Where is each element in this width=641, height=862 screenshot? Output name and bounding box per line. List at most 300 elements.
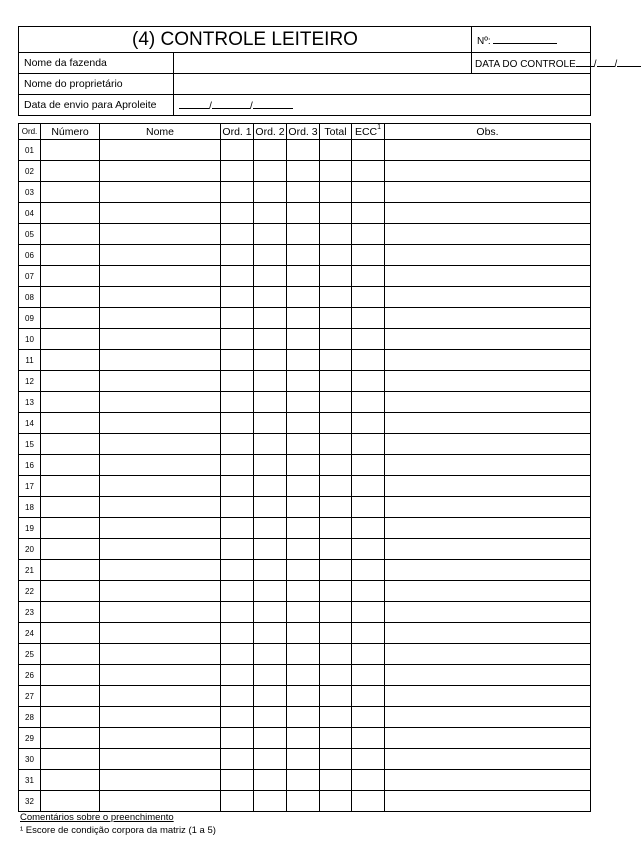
cell-ecc[interactable] — [352, 455, 385, 476]
cell-ord1[interactable] — [221, 581, 254, 602]
cell-nome[interactable] — [100, 728, 221, 749]
cell-ord3[interactable] — [287, 224, 320, 245]
cell-ecc[interactable] — [352, 665, 385, 686]
cell-nome[interactable] — [100, 665, 221, 686]
cell-ord2[interactable] — [254, 707, 287, 728]
cell-total[interactable] — [320, 329, 352, 350]
cell-ord3[interactable] — [287, 245, 320, 266]
cell-ord1[interactable] — [221, 623, 254, 644]
cell-ord2[interactable] — [254, 644, 287, 665]
cell-ord1[interactable] — [221, 266, 254, 287]
cell-nome[interactable] — [100, 371, 221, 392]
cell-total[interactable] — [320, 224, 352, 245]
cell-ord1[interactable] — [221, 329, 254, 350]
cell-obs[interactable] — [385, 770, 591, 791]
cell-ord1[interactable] — [221, 518, 254, 539]
cell-nome[interactable] — [100, 434, 221, 455]
cell-total[interactable] — [320, 308, 352, 329]
cell-nome[interactable] — [100, 182, 221, 203]
cell-numero[interactable] — [41, 644, 100, 665]
cell-total[interactable] — [320, 245, 352, 266]
cell-numero[interactable] — [41, 539, 100, 560]
ecc-label: ECC — [354, 125, 378, 138]
cell-ecc[interactable] — [352, 161, 385, 182]
form-number-field[interactable] — [472, 27, 591, 53]
cell-ord2[interactable] — [254, 518, 287, 539]
cell-ord2[interactable] — [254, 455, 287, 476]
cell-nome[interactable] — [100, 644, 221, 665]
cell-obs[interactable] — [385, 476, 591, 497]
cell-ecc[interactable] — [352, 623, 385, 644]
cell-obs[interactable] — [385, 308, 591, 329]
cell-nome[interactable] — [100, 161, 221, 182]
cell-nome[interactable] — [100, 686, 221, 707]
cell-obs[interactable] — [385, 329, 591, 350]
cell-obs[interactable] — [385, 644, 591, 665]
cell-obs[interactable] — [385, 665, 591, 686]
cell-numero[interactable] — [41, 686, 100, 707]
cell-ecc[interactable] — [352, 539, 385, 560]
cell-total[interactable] — [320, 140, 352, 161]
col-header-ord: Ord. — [19, 124, 41, 140]
cell-ord2[interactable] — [254, 770, 287, 791]
cell-ecc[interactable] — [352, 770, 385, 791]
cell-total[interactable] — [320, 749, 352, 770]
cell-numero[interactable] — [41, 707, 100, 728]
cell-obs[interactable] — [385, 602, 591, 623]
cell-ord1[interactable] — [221, 497, 254, 518]
cell-ord1[interactable] — [221, 140, 254, 161]
cell-ord1[interactable] — [221, 644, 254, 665]
cell-ord1[interactable] — [221, 161, 254, 182]
cell-nome[interactable] — [100, 350, 221, 371]
cell-nome[interactable] — [100, 392, 221, 413]
cell-total[interactable] — [320, 602, 352, 623]
cell-ecc[interactable] — [352, 434, 385, 455]
cell-ord1[interactable] — [221, 203, 254, 224]
cell-nome[interactable] — [100, 245, 221, 266]
cell-numero[interactable] — [41, 203, 100, 224]
table-row — [19, 224, 591, 245]
cell-ord1[interactable] — [221, 770, 254, 791]
cell-ord3[interactable] — [287, 581, 320, 602]
cell-ecc[interactable] — [352, 329, 385, 350]
cell-ecc[interactable] — [352, 371, 385, 392]
cell-ecc[interactable] — [352, 707, 385, 728]
cell-obs[interactable] — [385, 728, 591, 749]
cell-numero[interactable] — [41, 602, 100, 623]
cell-ecc[interactable] — [352, 791, 385, 812]
cell-ord2[interactable] — [254, 434, 287, 455]
cell-ord2[interactable] — [254, 791, 287, 812]
cell-nome[interactable] — [100, 497, 221, 518]
cell-numero[interactable] — [41, 665, 100, 686]
row-number: 24 — [19, 623, 41, 644]
cell-ord2[interactable] — [254, 371, 287, 392]
cell-ord2[interactable] — [254, 350, 287, 371]
row-number: 19 — [19, 518, 41, 539]
cell-ord2[interactable] — [254, 161, 287, 182]
cell-ecc[interactable] — [352, 497, 385, 518]
cell-ord2[interactable] — [254, 140, 287, 161]
cell-ord1[interactable] — [221, 455, 254, 476]
cell-total[interactable] — [320, 728, 352, 749]
table-row — [19, 434, 591, 455]
cell-obs[interactable] — [385, 707, 591, 728]
cell-nome[interactable] — [100, 539, 221, 560]
cell-obs[interactable] — [385, 497, 591, 518]
cell-ord1[interactable] — [221, 182, 254, 203]
cell-ord1[interactable] — [221, 560, 254, 581]
cell-ecc[interactable] — [352, 245, 385, 266]
cell-ord3[interactable] — [287, 518, 320, 539]
row-number: 01 — [19, 140, 41, 161]
cell-ord3[interactable] — [287, 539, 320, 560]
cell-ord2[interactable] — [254, 476, 287, 497]
cell-numero[interactable] — [41, 224, 100, 245]
cell-numero[interactable] — [41, 581, 100, 602]
send-date-field[interactable] — [174, 95, 591, 116]
cell-ord1[interactable] — [221, 728, 254, 749]
cell-total[interactable] — [320, 287, 352, 308]
cell-nome[interactable] — [100, 329, 221, 350]
cell-total[interactable] — [320, 518, 352, 539]
cell-ord2[interactable] — [254, 287, 287, 308]
cell-total[interactable] — [320, 623, 352, 644]
cell-ecc[interactable] — [352, 476, 385, 497]
cell-numero[interactable] — [41, 455, 100, 476]
milk-control-table — [18, 123, 591, 812]
cell-ord3[interactable] — [287, 497, 320, 518]
cell-total[interactable] — [320, 182, 352, 203]
cell-ecc[interactable] — [352, 560, 385, 581]
cell-numero[interactable] — [41, 287, 100, 308]
cell-ord2[interactable] — [254, 602, 287, 623]
cell-nome[interactable] — [100, 518, 221, 539]
cell-obs[interactable] — [385, 182, 591, 203]
cell-ord3[interactable] — [287, 455, 320, 476]
cell-ecc[interactable] — [352, 413, 385, 434]
cell-obs[interactable] — [385, 539, 591, 560]
cell-total[interactable] — [320, 203, 352, 224]
cell-nome[interactable] — [100, 707, 221, 728]
cell-numero[interactable] — [41, 245, 100, 266]
cell-total[interactable] — [320, 665, 352, 686]
cell-ord1[interactable] — [221, 224, 254, 245]
cell-ecc[interactable] — [352, 518, 385, 539]
cell-numero[interactable] — [41, 560, 100, 581]
cell-nome[interactable] — [100, 602, 221, 623]
cell-ord3[interactable] — [287, 476, 320, 497]
row-number: 13 — [19, 392, 41, 413]
cell-total[interactable] — [320, 266, 352, 287]
cell-total[interactable] — [320, 707, 352, 728]
cell-nome[interactable] — [100, 455, 221, 476]
cell-ord3[interactable] — [287, 434, 320, 455]
cell-ord3[interactable] — [287, 770, 320, 791]
cell-total[interactable] — [320, 455, 352, 476]
cell-total[interactable] — [320, 413, 352, 434]
cell-total[interactable] — [320, 392, 352, 413]
cell-nome[interactable] — [100, 623, 221, 644]
cell-nome[interactable] — [100, 770, 221, 791]
cell-numero[interactable] — [41, 728, 100, 749]
cell-ecc[interactable] — [352, 728, 385, 749]
control-date-label: DATA DO CONTROLE — [475, 59, 576, 70]
cell-obs[interactable] — [385, 749, 591, 770]
cell-ord3[interactable] — [287, 371, 320, 392]
cell-numero[interactable] — [41, 392, 100, 413]
row-number: 16 — [19, 455, 41, 476]
cell-ecc[interactable] — [352, 581, 385, 602]
cell-ecc[interactable] — [352, 350, 385, 371]
row-number: 14 — [19, 413, 41, 434]
cell-obs[interactable] — [385, 455, 591, 476]
cell-ord2[interactable] — [254, 224, 287, 245]
cell-total[interactable] — [320, 539, 352, 560]
cell-ord1[interactable] — [221, 602, 254, 623]
cell-numero[interactable] — [41, 140, 100, 161]
cell-ord1[interactable] — [221, 308, 254, 329]
cell-ord2[interactable] — [254, 497, 287, 518]
col-header-total: Total — [320, 124, 352, 140]
cell-ord3[interactable] — [287, 560, 320, 581]
cell-total[interactable] — [320, 161, 352, 182]
cell-ord1[interactable] — [221, 686, 254, 707]
cell-numero[interactable] — [41, 791, 100, 812]
cell-ord1[interactable] — [221, 245, 254, 266]
cell-total[interactable] — [320, 686, 352, 707]
cell-ord1[interactable] — [221, 287, 254, 308]
cell-ord1[interactable] — [221, 749, 254, 770]
cell-ord1[interactable] — [221, 413, 254, 434]
col-header-ecc — [352, 124, 385, 140]
cell-nome[interactable] — [100, 560, 221, 581]
cell-nome[interactable] — [100, 791, 221, 812]
cell-numero[interactable] — [41, 518, 100, 539]
row-number: 11 — [19, 350, 41, 371]
table-row — [19, 329, 591, 350]
cell-ord1[interactable] — [221, 434, 254, 455]
cell-ord3[interactable] — [287, 749, 320, 770]
cell-obs[interactable] — [385, 791, 591, 812]
table-header-row — [19, 124, 591, 140]
comments-label: Comentários sobre o preenchimento — [20, 812, 174, 823]
cell-numero[interactable] — [41, 413, 100, 434]
cell-ord1[interactable] — [221, 665, 254, 686]
cell-total[interactable] — [320, 581, 352, 602]
cell-total[interactable] — [320, 371, 352, 392]
cell-ecc[interactable] — [352, 392, 385, 413]
cell-ord3[interactable] — [287, 602, 320, 623]
table-row — [19, 749, 591, 770]
cell-ord2[interactable] — [254, 539, 287, 560]
cell-obs[interactable] — [385, 413, 591, 434]
table-row — [19, 476, 591, 497]
row-number: 30 — [19, 749, 41, 770]
cell-total[interactable] — [320, 434, 352, 455]
cell-ord1[interactable] — [221, 791, 254, 812]
cell-ord3[interactable] — [287, 623, 320, 644]
cell-ord3[interactable] — [287, 308, 320, 329]
cell-ord3[interactable] — [287, 140, 320, 161]
cell-numero[interactable] — [41, 329, 100, 350]
cell-numero[interactable] — [41, 497, 100, 518]
cell-nome[interactable] — [100, 308, 221, 329]
cell-numero[interactable] — [41, 266, 100, 287]
cell-total[interactable] — [320, 791, 352, 812]
cell-ord3[interactable] — [287, 329, 320, 350]
cell-ord3[interactable] — [287, 728, 320, 749]
table-row — [19, 350, 591, 371]
cell-nome[interactable] — [100, 476, 221, 497]
cell-obs[interactable] — [385, 560, 591, 581]
cell-total[interactable] — [320, 350, 352, 371]
cell-ord1[interactable] — [221, 539, 254, 560]
cell-obs[interactable] — [385, 623, 591, 644]
table-row — [19, 245, 591, 266]
cell-ord3[interactable] — [287, 287, 320, 308]
cell-nome[interactable] — [100, 287, 221, 308]
cell-numero[interactable] — [41, 770, 100, 791]
cell-ord1[interactable] — [221, 392, 254, 413]
cell-ecc[interactable] — [352, 140, 385, 161]
form-number-label: Nº: — [477, 35, 491, 47]
cell-numero[interactable] — [41, 434, 100, 455]
cell-ord3[interactable] — [287, 392, 320, 413]
cell-ord1[interactable] — [221, 476, 254, 497]
table-row — [19, 707, 591, 728]
cell-numero[interactable] — [41, 371, 100, 392]
cell-ord3[interactable] — [287, 665, 320, 686]
cell-numero[interactable] — [41, 749, 100, 770]
cell-ord2[interactable] — [254, 266, 287, 287]
cell-ecc[interactable] — [352, 287, 385, 308]
col-header-ord3: Ord. 3 — [288, 125, 318, 138]
cell-ecc[interactable] — [352, 266, 385, 287]
cell-ord3[interactable] — [287, 266, 320, 287]
cell-ord2[interactable] — [254, 728, 287, 749]
cell-ord2[interactable] — [254, 686, 287, 707]
table-row — [19, 287, 591, 308]
cell-obs[interactable] — [385, 518, 591, 539]
cell-nome[interactable] — [100, 224, 221, 245]
cell-total[interactable] — [320, 644, 352, 665]
cell-ord1[interactable] — [221, 350, 254, 371]
cell-ord2[interactable] — [254, 623, 287, 644]
cell-obs[interactable] — [385, 161, 591, 182]
cell-ecc[interactable] — [352, 749, 385, 770]
cell-ord2[interactable] — [254, 182, 287, 203]
row-number: 18 — [19, 497, 41, 518]
cell-total[interactable] — [320, 497, 352, 518]
cell-obs[interactable] — [385, 140, 591, 161]
cell-ord1[interactable] — [221, 707, 254, 728]
cell-numero[interactable] — [41, 161, 100, 182]
date-separator: / — [614, 59, 618, 70]
cell-numero[interactable] — [41, 476, 100, 497]
cell-ecc[interactable] — [352, 203, 385, 224]
cell-ord3[interactable] — [287, 413, 320, 434]
cell-total[interactable] — [320, 476, 352, 497]
cell-ord1[interactable] — [221, 371, 254, 392]
cell-nome[interactable] — [100, 203, 221, 224]
cell-ecc[interactable] — [352, 602, 385, 623]
cell-ord3[interactable] — [287, 350, 320, 371]
cell-nome[interactable] — [100, 581, 221, 602]
cell-ord2[interactable] — [254, 329, 287, 350]
farm-name-field[interactable] — [174, 53, 472, 74]
table-row — [19, 560, 591, 581]
cell-obs[interactable] — [385, 434, 591, 455]
cell-obs[interactable] — [385, 371, 591, 392]
cell-ord2[interactable] — [254, 308, 287, 329]
cell-numero[interactable] — [41, 350, 100, 371]
table-row — [19, 182, 591, 203]
cell-ord3[interactable] — [287, 707, 320, 728]
cell-ord2[interactable] — [254, 245, 287, 266]
cell-obs[interactable] — [385, 581, 591, 602]
cell-total[interactable] — [320, 770, 352, 791]
cell-ord3[interactable] — [287, 203, 320, 224]
cell-nome[interactable] — [100, 749, 221, 770]
cell-nome[interactable] — [100, 266, 221, 287]
cell-ecc[interactable] — [352, 308, 385, 329]
cell-obs[interactable] — [385, 287, 591, 308]
cell-ord2[interactable] — [254, 581, 287, 602]
owner-label: Nome do proprietário — [19, 74, 174, 95]
cell-ord3[interactable] — [287, 686, 320, 707]
cell-ord3[interactable] — [287, 791, 320, 812]
cell-numero[interactable] — [41, 182, 100, 203]
send-date-row — [19, 95, 591, 116]
row-number: 28 — [19, 707, 41, 728]
footnote: ¹ Escore de condição corpora da matriz (1 a 5) — [20, 825, 216, 836]
cell-obs[interactable] — [385, 350, 591, 371]
control-date-field[interactable] — [472, 53, 618, 74]
cell-nome[interactable] — [100, 413, 221, 434]
cell-ecc[interactable] — [352, 224, 385, 245]
cell-numero[interactable] — [41, 308, 100, 329]
cell-obs[interactable] — [385, 203, 591, 224]
cell-obs[interactable] — [385, 224, 591, 245]
cell-obs[interactable] — [385, 245, 591, 266]
cell-ord2[interactable] — [254, 413, 287, 434]
cell-obs[interactable] — [385, 686, 591, 707]
cell-ecc[interactable] — [352, 686, 385, 707]
owner-field[interactable] — [174, 74, 591, 95]
cell-nome[interactable] — [100, 140, 221, 161]
cell-ord2[interactable] — [254, 749, 287, 770]
cell-ecc[interactable] — [352, 182, 385, 203]
cell-obs[interactable] — [385, 266, 591, 287]
cell-ord3[interactable] — [287, 182, 320, 203]
cell-ord2[interactable] — [254, 203, 287, 224]
cell-total[interactable] — [320, 560, 352, 581]
row-number: 12 — [19, 371, 41, 392]
cell-ord3[interactable] — [287, 161, 320, 182]
cell-numero[interactable] — [41, 623, 100, 644]
row-number: 21 — [19, 560, 41, 581]
cell-ecc[interactable] — [352, 644, 385, 665]
row-number: 26 — [19, 665, 41, 686]
cell-ord2[interactable] — [254, 392, 287, 413]
header-table — [18, 26, 618, 116]
cell-ord3[interactable] — [287, 644, 320, 665]
cell-ord2[interactable] — [254, 560, 287, 581]
cell-obs[interactable] — [385, 392, 591, 413]
cell-ord2[interactable] — [254, 665, 287, 686]
